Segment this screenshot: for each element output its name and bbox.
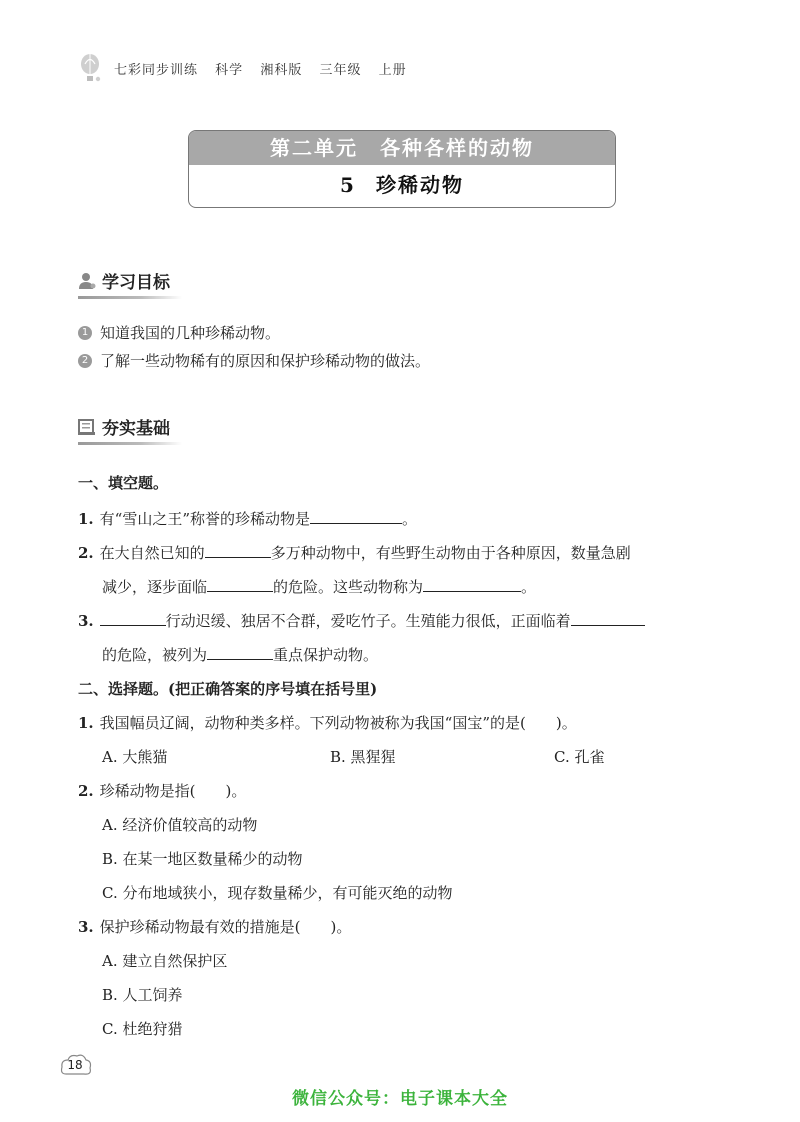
choice-option[interactable]: A. 大熊猫 [102, 748, 168, 766]
answer-blank[interactable] [423, 577, 521, 592]
question-text: 减少，逐步面临 [102, 578, 208, 596]
person-icon [78, 272, 96, 290]
question-text: 行动迟缓、独居不合群，爱吃竹子。生殖能力很低，正面临着 [165, 612, 571, 630]
book-icon [78, 418, 96, 436]
question-text: 的危险，被列为 [102, 646, 208, 664]
goal-text: 知道我国的几种珍稀动物。 [100, 324, 281, 342]
question-text: 在大自然已知的 [99, 544, 205, 562]
question-number: 1. [78, 510, 94, 528]
fill-question-3 [78, 610, 645, 631]
choice-question-2 [78, 780, 246, 801]
question-text: 的危险。这些动物称为 [273, 578, 424, 596]
fill-question-2-cont [102, 576, 536, 597]
answer-blank[interactable] [205, 543, 271, 558]
unit-title: 第二单元 各种各样的动物 [189, 131, 615, 165]
choice-option[interactable]: B. 人工饲养 [102, 986, 183, 1004]
lesson-number: 5 [340, 173, 356, 197]
lesson-title [189, 165, 615, 205]
choice-option[interactable]: C. 分布地域狭小，现存数量稀少，有可能灭绝的动物 [102, 884, 453, 902]
question-text: 有“雪山之王”称誉的珍稀动物是 [99, 510, 311, 528]
header-volume: 上册 [378, 62, 407, 78]
fill-question-1 [78, 508, 417, 529]
question-text: 我国幅员辽阔，动物种类多样。下列动物被称为我国“国宝”的是( )。 [99, 714, 577, 732]
choice-option[interactable]: C. 孔雀 [554, 748, 605, 766]
choice-question-1 [78, 712, 577, 733]
goals-heading: 学习目标 [102, 273, 170, 293]
lesson-name: 珍稀动物 [375, 173, 464, 197]
goal-number: 1 [78, 326, 92, 340]
balloon-icon [78, 53, 102, 83]
answer-blank[interactable] [310, 509, 402, 524]
question-text: 。 [521, 578, 537, 596]
running-header [78, 54, 419, 82]
part1-title: 一、填空题。 [78, 474, 169, 492]
question-number: 3. [78, 918, 94, 936]
choice-option[interactable]: A. 建立自然保护区 [102, 952, 228, 970]
page-number: 18 [67, 1058, 83, 1072]
basics-section-heading [78, 414, 182, 445]
goal-text: 了解一些动物稀有的原因和保护珍稀动物的做法。 [100, 352, 431, 370]
question-text: 。 [402, 510, 418, 528]
answer-blank[interactable] [571, 611, 645, 626]
answer-blank[interactable] [207, 577, 273, 592]
goal-item [78, 322, 280, 343]
question-text: 珍稀动物是指( )。 [99, 782, 247, 800]
choice-option[interactable]: C. 杜绝狩猎 [102, 1020, 183, 1038]
goal-number: 2 [78, 354, 92, 368]
question-text: 多万种动物中，有些野生动物由于各种原因，数量急剧 [270, 544, 631, 562]
choice-option[interactable]: A. 经济价值较高的动物 [102, 816, 258, 834]
question-number: 3. [78, 612, 94, 630]
answer-blank[interactable] [100, 611, 166, 626]
fill-question-3-cont [102, 644, 378, 665]
part2-title: 二、选择题。(把正确答案的序号填在括号里) [78, 680, 378, 698]
choice-option[interactable]: B. 在某一地区数量稀少的动物 [102, 850, 303, 868]
header-grade: 三年级 [319, 62, 362, 78]
goal-item [78, 350, 430, 371]
choice-option[interactable]: B. 黑猩猩 [330, 748, 396, 766]
answer-blank[interactable] [207, 645, 273, 660]
lesson-title-box [188, 130, 616, 208]
goals-section-heading [78, 268, 182, 299]
fill-question-2 [78, 542, 631, 563]
question-text: 重点保护动物。 [273, 646, 379, 664]
choice-question-3 [78, 916, 351, 937]
heading-underline [78, 296, 182, 299]
question-number: 1. [78, 714, 94, 732]
page-number-badge [60, 1052, 92, 1080]
heading-underline [78, 442, 182, 445]
basics-heading: 夯实基础 [102, 419, 170, 439]
header-book: 七彩同步训练 [114, 62, 199, 78]
watermark: 微信公众号：电子课本大全 [292, 1089, 508, 1109]
header-subject: 科学 [215, 62, 244, 78]
question-number: 2. [78, 544, 94, 562]
question-number: 2. [78, 782, 94, 800]
header-edition: 湘科版 [260, 62, 303, 78]
question-text: 保护珍稀动物最有效的措施是( )。 [99, 918, 352, 936]
